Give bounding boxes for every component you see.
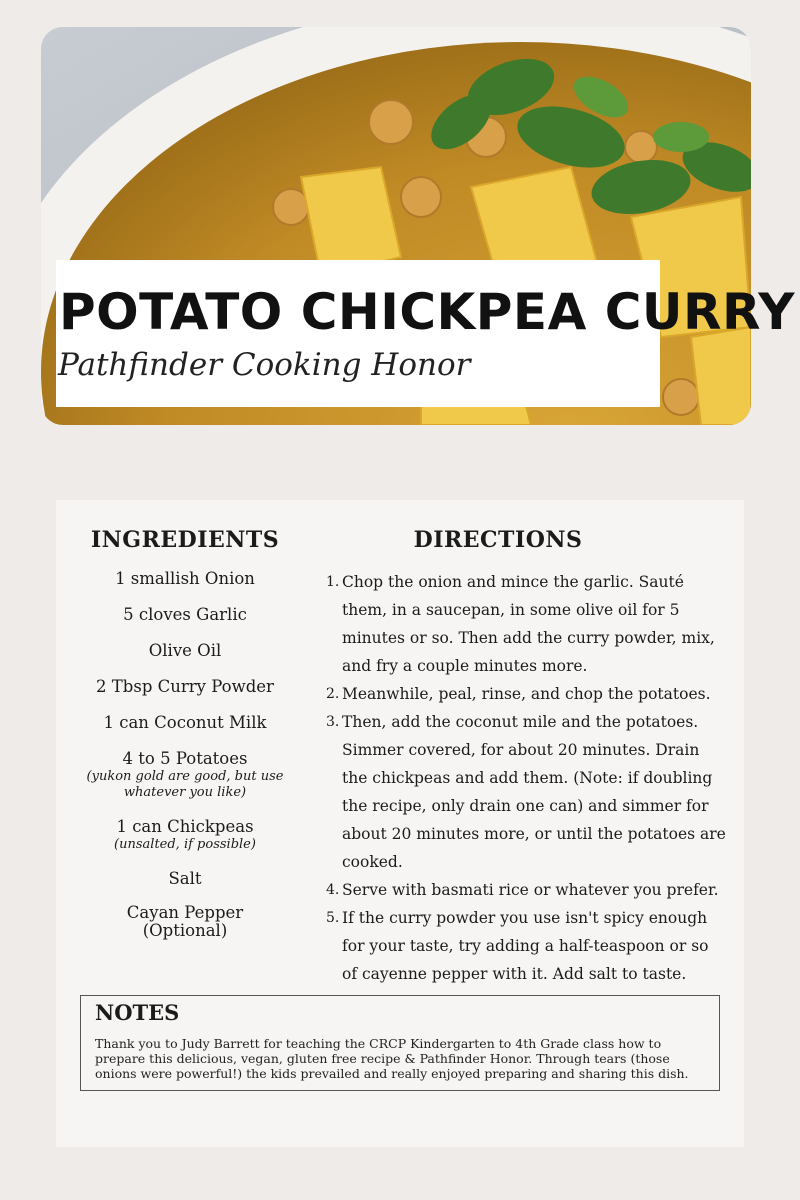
title-box: [56, 260, 795, 407]
page-subtitle: Pathfinder Cooking Honor: [58, 347, 471, 383]
ingredient-note: (unsalted, if possible): [114, 837, 256, 852]
direction-step: Meanwhile, peal, rinse, and chop the potatoes.: [342, 685, 711, 703]
ingredient-text: 1 can Chickpeas: [116, 817, 254, 836]
ingredient-item: [70, 816, 300, 853]
directions-heading: DIRECTIONS: [413, 527, 583, 553]
direction-step: Serve with basmati rice or whatever you prefer.: [342, 881, 719, 899]
direction-step: Chop the onion and mince the garlic. Sauté them, in a saucepan, in some olive oil for 5 minutes or so. Then add the curry powder, mix, and fry a couple minutes more.: [342, 573, 715, 675]
ingredient-text: Cayan Pepper (Optional): [126, 903, 244, 940]
ingredients-section: [70, 524, 300, 956]
ingredient-text: Salt: [168, 869, 202, 888]
ingredient-item: [70, 640, 300, 661]
notes-box: [80, 995, 720, 1091]
ingredient-item: [70, 676, 300, 697]
direction-step: Then, add the coconut mile and the potatoes. Simmer covered, for about 20 minutes. Drain the chickpeas and add them. (Note: if doubling the recipe, only drain one can) and simmer for about 20 minutes more, or until the potatoes are cooked.: [342, 713, 726, 871]
directions-list: [330, 568, 726, 988]
ingredient-text: 5 cloves Garlic: [123, 605, 247, 624]
ingredient-item: [70, 712, 300, 733]
ingredient-note: (yukon gold are good, but use whatever you like): [86, 769, 284, 800]
ingredients-heading: INGREDIENTS: [90, 527, 280, 553]
ingredient-text: 1 can Coconut Milk: [103, 713, 267, 732]
ingredient-item: [70, 904, 300, 941]
ingredient-text: 1 smallish Onion: [115, 569, 255, 588]
notes-body: Thank you to Judy Barrett for teaching the CRCP Kindergarten to 4th Grade class how to prepare this delicious, vegan, gluten free recipe & Pathfinder Honor. Through tears (those onions were powerful!) the kids prevailed and really enjoyed preparing and sharing this dish.: [95, 1036, 689, 1081]
ingredient-text: 2 Tbsp Curry Powder: [96, 677, 274, 696]
ingredient-item: [70, 748, 300, 801]
ingredient-text: Olive Oil: [148, 641, 222, 660]
ingredient-text: 4 to 5 Potatoes: [122, 749, 248, 768]
ingredients-list: [70, 568, 300, 941]
direction-step: If the curry powder you use isn't spicy enough for your taste, try adding a half-teaspoon or so of cayenne pepper with it. Add salt to taste.: [342, 909, 709, 983]
ingredient-item: [70, 568, 300, 589]
ingredient-item: [70, 868, 300, 889]
page-title: POTATO CHICKPEA CURRY: [59, 283, 795, 341]
recipe-card: [56, 500, 744, 1147]
notes-heading: NOTES: [95, 1000, 180, 1025]
ingredient-item: [70, 604, 300, 625]
directions-section: [330, 524, 726, 988]
